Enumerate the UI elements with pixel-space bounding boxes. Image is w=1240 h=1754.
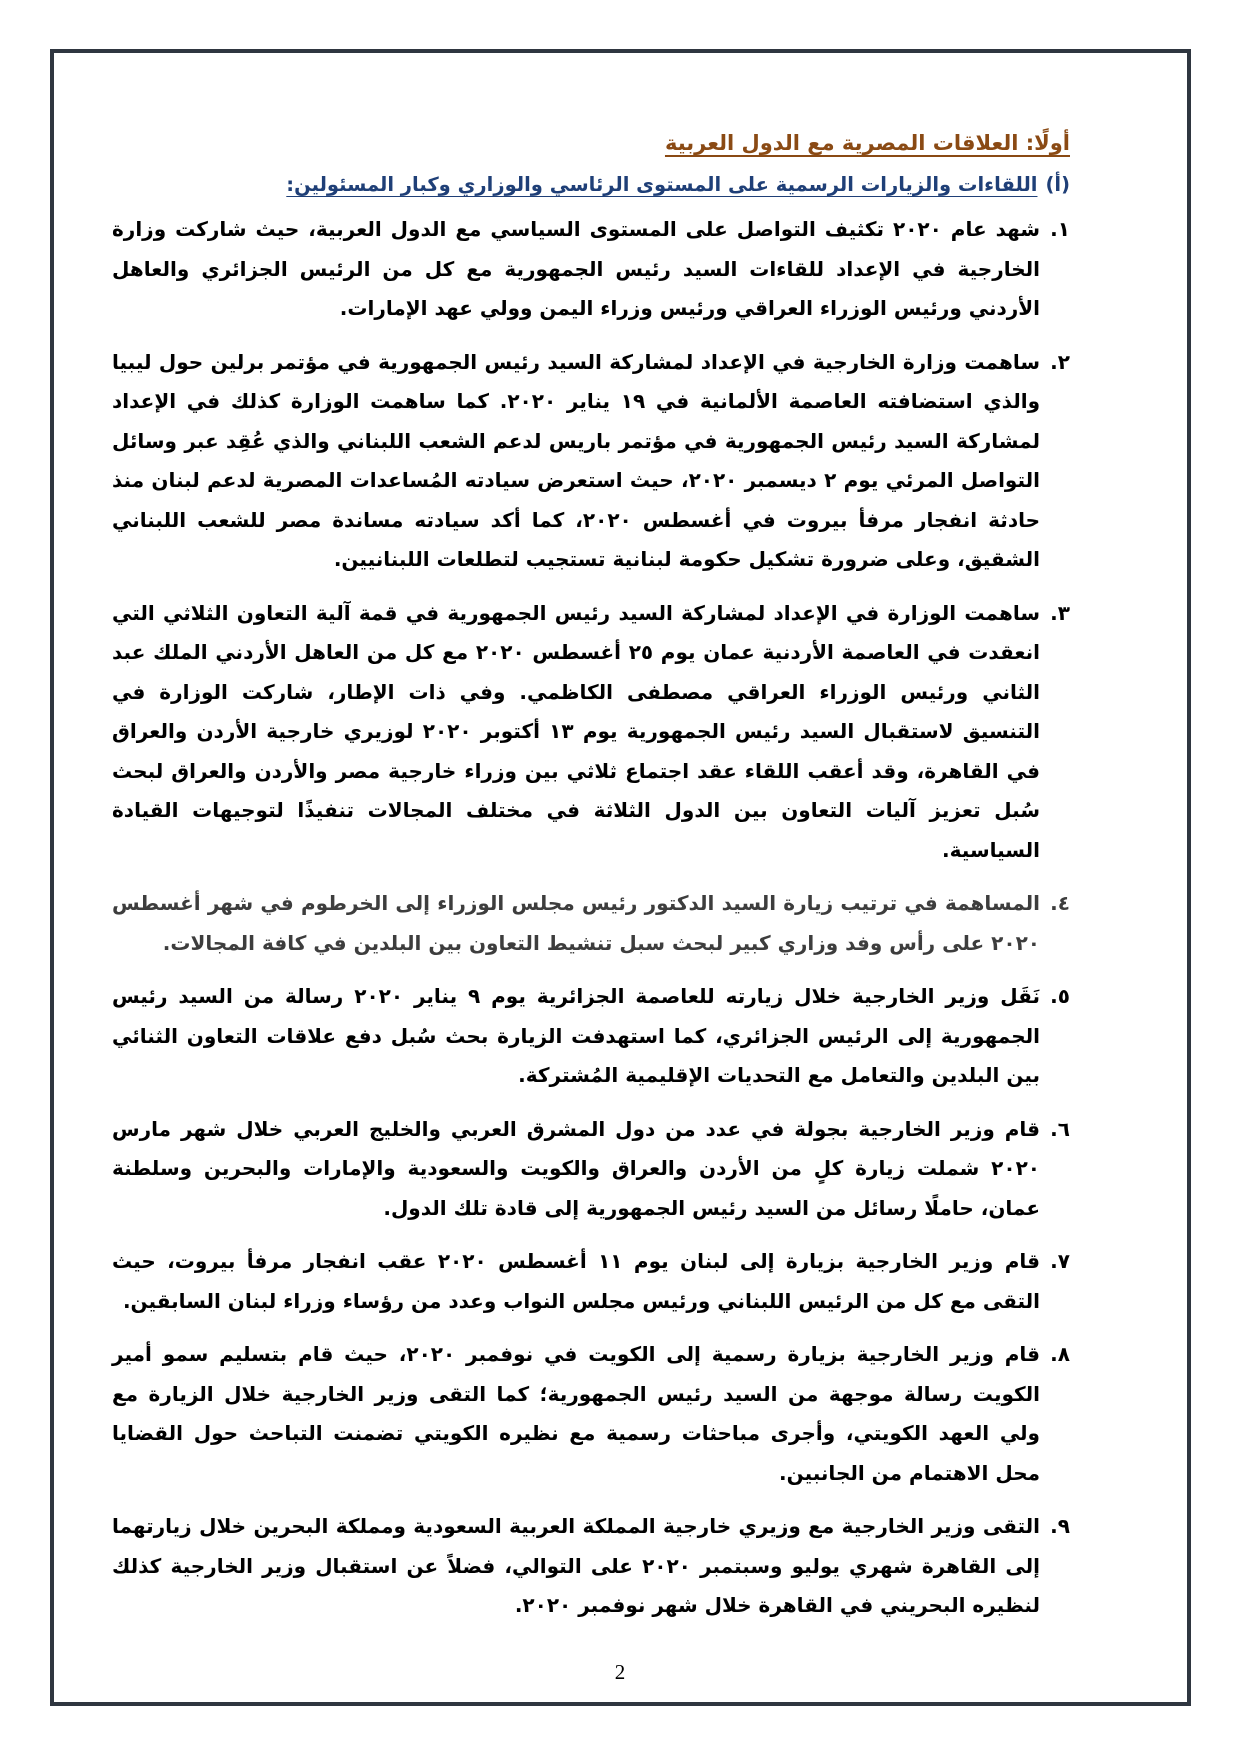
item-number: ٨. xyxy=(1050,1342,1070,1366)
item-number: ٦. xyxy=(1050,1116,1070,1141)
item-text: التقى وزير الخارجية مع وزيري خارجية المملكة العربية السعودية ومملكة البحرين خلال زيارتهما إلى القاهرة شهري يوليو وسبتمبر ٢٠٢٠ على التوالي، فضلاً عن استقبال وزير الخارجية كذلك لنظيره البحريني في القاهرة خلال شهر نوفمبر ٢٠٢٠. xyxy=(112,1514,1040,1617)
item-number: ٢. xyxy=(1050,349,1070,374)
list-item-8 xyxy=(112,1335,1070,1493)
list-item-2 xyxy=(112,343,1070,580)
document-body xyxy=(112,128,1070,1640)
item-list xyxy=(112,210,1070,1626)
list-item-5 xyxy=(112,977,1070,1096)
item-number: ٩. xyxy=(1050,1514,1070,1538)
item-text: شهد عام ٢٠٢٠ تكثيف التواصل على المستوى السياسي مع الدول العربية، حيث شاركت وزارة الخارجية في الإعداد للقاءات السيد رئيس الجمهورية مع كل من الرئيس الجزائري والعاهل الأردني ورئيس الوزراء العراقي ورئيس وزراء اليمن وولي عهد الإمارات. xyxy=(112,217,1040,320)
item-number: ٣. xyxy=(1050,600,1070,625)
list-item-4 xyxy=(112,884,1070,963)
item-text: قام وزير الخارجية بزيارة رسمية إلى الكويت في نوفمبر ٢٠٢٠، حيث قام بتسليم سمو أمير الكويت رسالة موجهة من السيد رئيس الجمهورية؛ كما التقى وزير الخارجية خلال الزيارة مع ولي العهد الكويتي، وأجرى مباحثات رسمية مع نظيره الكويتي تضمنت التباحث حول القضايا محل الاهتمام من الجانبين. xyxy=(112,1342,1040,1485)
item-number: ٧. xyxy=(1050,1249,1070,1273)
item-number: ٥. xyxy=(1050,984,1070,1008)
subsection-marker: (أ) xyxy=(1045,173,1070,196)
list-item-6 xyxy=(112,1110,1070,1229)
section-title: أولًا: العلاقات المصرية مع الدول العربية xyxy=(664,131,1070,155)
subsection-title xyxy=(112,170,1070,200)
item-text: المساهمة في ترتيب زيارة السيد الدكتور رئيس مجلس الوزراء إلى الخرطوم في شهر أغسطس ٢٠٢٠ على رأس وفد وزاري كبير لبحث سبل تنشيط التعاون بين البلدين في كافة المجالات. xyxy=(112,891,1040,955)
item-number: ٤. xyxy=(1050,891,1070,915)
page-number: 2 xyxy=(614,1660,626,1684)
item-text: ساهمت الوزارة في الإعداد لمشاركة السيد رئيس الجمهورية في قمة آلية التعاون الثلاثي التي انعقدت في العاصمة الأردنية عمان يوم ٢٥ أغسطس ٢٠٢٠ مع كل من العاهل الأردني الملك عبد الثاني ورئيس الوزراء العراقي مصطفى الكاظمي. وفي ذات الإطار، شاركت الوزارة في التنسيق لاستقبال السيد رئيس الجمهورية يوم ١٣ أكتوبر ٢٠٢٠ لوزيري خارجية الأردن والعراق في القاهرة، وقد أعقب اللقاء عقد اجتماع ثلاثي بين وزراء خارجية مصر والأردن والعراق لبحث سُبل تعزيز آليات التعاون بين الدول الثلاثة في مختلف المجالات تنفيذًا لتوجيهات القيادة السياسية. xyxy=(112,600,1040,862)
item-text: قام وزير الخارجية بجولة في عدد من دول المشرق العربي والخليج العربي خلال شهر مارس ٢٠٢٠ شملت زيارة كلٍ من الأردن والعراق والكويت والسعودية والإمارات والبحرين وسلطنة عمان، حاملًا رسائل من السيد رئيس الجمهورية إلى قادة تلك الدول. xyxy=(112,1116,1040,1220)
item-number: ١. xyxy=(1050,217,1070,241)
item-text: نَقَل وزير الخارجية خلال زيارته للعاصمة الجزائرية يوم ٩ يناير ٢٠٢٠ رسالة من السيد رئيس الجمهورية إلى الرئيس الجزائري، كما استهدفت الزيارة بحث سُبل دفع علاقات التعاون الثنائي بين البلدين والتعامل مع التحديات الإقليمية المُشتركة. xyxy=(112,984,1040,1087)
list-item-9 xyxy=(112,1507,1070,1626)
item-text: ساهمت وزارة الخارجية في الإعداد لمشاركة السيد رئيس الجمهورية في مؤتمر برلين حول ليبيا والذي استضافته العاصمة الألمانية في ١٩ يناير ٢٠٢٠. كما ساهمت الوزارة كذلك في الإعداد لمشاركة السيد رئيس الجمهورية في مؤتمر باريس لدعم الشعب اللبناني والذي عُقِد عبر وسائل التواصل المرئي يوم ٢ ديسمبر ٢٠٢٠، حيث استعرض سيادته المُساعدات المصرية لدعم لبنان منذ حادثة انفجار مرفأ بيروت في أغسطس ٢٠٢٠، كما أكد سيادته مساندة مصر للشعب اللبناني الشقيق، وعلى ضرورة تشكيل حكومة لبنانية تستجيب لتطلعات اللبنانيين. xyxy=(112,349,1041,571)
list-item-1 xyxy=(112,210,1070,329)
list-item-7 xyxy=(112,1242,1070,1321)
subsection-label: اللقاءات والزيارات الرسمية على المستوى الرئاسي والوزاري وكبار المسئولين: xyxy=(286,173,1038,196)
list-item-3 xyxy=(112,594,1070,871)
item-text: قام وزير الخارجية بزيارة إلى لبنان يوم ١١ أغسطس ٢٠٢٠ عقب انفجار مرفأ بيروت، حيث التقى مع كل من الرئيس اللبناني ورئيس مجلس النواب وعدد من رؤساء وزراء لبنان السابقين. xyxy=(112,1249,1040,1313)
